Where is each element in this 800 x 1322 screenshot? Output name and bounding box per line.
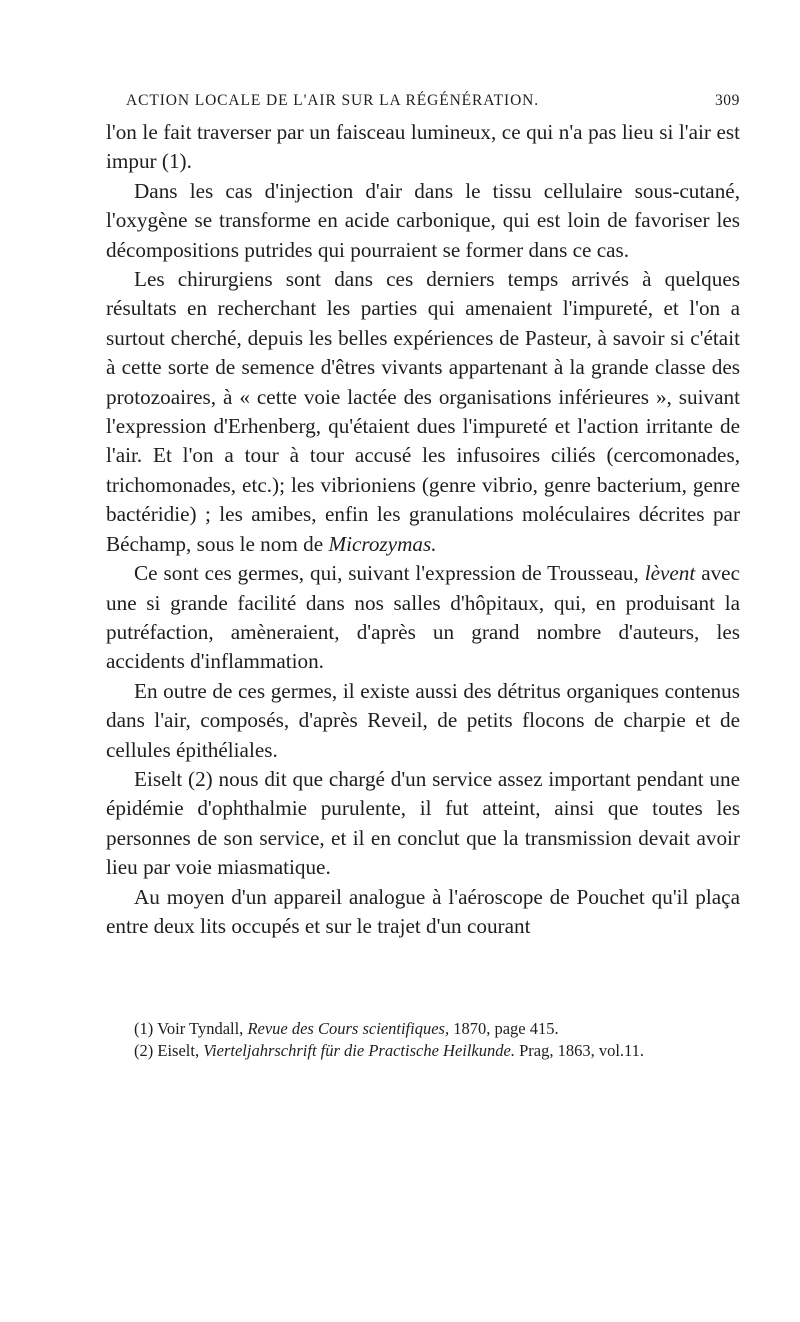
paragraph-3-text: Les chirurgiens sont dans ces derniers temps arrivés à quelques résultats en recherchant les parties qui amenaient l'impureté, et l'on a surtout cherché, depuis les belles expériences de Pasteur, à savoir si c'était à cette sorte de semence d'êtres vivants appartenant à la grande classe des protozoaires, à « cette voie lactée des organisations inférieures », suivant l'expression d'Erhenberg, qu'étaient dues l'impureté et l'action irritante de l'air. Et l'on a tour à tour accusé les infusoires ciliés (cercomonades, trichomonades, etc.); les vibrioniens (genre vibrio, genre bacterium, genre bactéridie) ; les amibes, enfin les granulations moléculaires décrites par Béchamp, sous le nom de [106, 267, 740, 556]
paragraph-4-text-before: Ce sont ces germes, qui, suivant l'expression de Trousseau, [134, 561, 639, 586]
running-title: ACTION LOCALE DE L'AIR SUR LA RÉGÉNÉRATION. [126, 92, 540, 109]
paragraph-7: Au moyen d'un appareil analogue à l'aéroscope de Pouchet qu'il plaça entre deux lits occupés et sur le trajet d'un courant [106, 884, 740, 938]
paragraph-2: Dans les cas d'injection d'air dans le tissu cellulaire sous-cutané, l'oxygène se transforme en acide carbonique, qui est loin de favoriser les décompositions putrides qui pourraient se former dans ce cas. [106, 178, 740, 262]
page-number: 309 [714, 92, 740, 109]
paragraph-4-italic: lèvent [644, 561, 696, 586]
footnote-2-italic: Vierteljahrschrift für die Practische Heilkunde. [203, 1041, 515, 1060]
footnote-1-text-before: (1) Voir Tyndall, [134, 1019, 244, 1038]
paragraph-4-text-after: avec une si grande facilité dans nos salles d'hôpitaux, qui, en produisant la putréfaction, amèneraient, d'après un grand nombre d'auteurs, les accidents d'inflammation. [106, 561, 740, 674]
paragraph-3 [106, 265, 740, 559]
footnote-1-text-after: 1870, page 415. [453, 1019, 559, 1038]
paragraph-1: l'on le fait traverser par un faisceau lumineux, ce qui n'a pas lieu si l'air est impur (1). [106, 120, 740, 174]
footnote-2-text-after: Prag, 1863, vol.11. [519, 1041, 645, 1060]
footnotes [106, 1018, 740, 1062]
footnote-1 [106, 1018, 740, 1040]
footnote-2-text-before: (2) Eiselt, [134, 1041, 200, 1060]
paragraph-4 [106, 559, 740, 677]
footnote-2 [106, 1040, 740, 1062]
paragraph-6: Eiselt (2) nous dit que chargé d'un service assez important pendant une épidémie d'ophthalmie purulente, il fut atteint, ainsi que toutes les personnes de son service, et il en conclut que la transmission devait avoir lieu par voie miasmatique. [106, 766, 740, 880]
footnote-1-italic: Revue des Cours scientifiques, [247, 1019, 450, 1038]
paragraph-3-italic: Microzymas. [328, 531, 437, 556]
page-header [106, 92, 740, 116]
paragraph-5: En outre de ces germes, il existe aussi des détritus organiques contenus dans l'air, composés, d'après Reveil, de petits flocons de charpie et de cellules épithéliales. [106, 678, 740, 762]
body-text [106, 118, 740, 941]
